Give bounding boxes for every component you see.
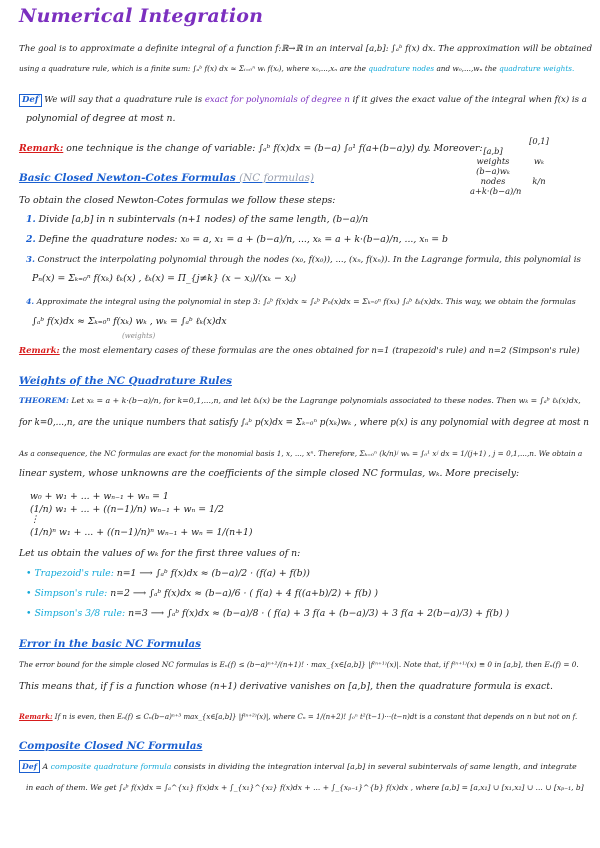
section-heading-composite: Composite Closed NC Formulas <box>19 740 203 752</box>
step-2: 2. Define the quadrature nodes: x₀ = a, x₁ = a + (b−a)/n, ..., xₖ = a + k·(b−a)/n, ..., xₙ = b <box>26 234 448 245</box>
composite-term: composite quadrature formula <box>50 762 172 771</box>
trapezoid-rule: • Trapezoid's rule: n=1 ⟶ ∫ₐᵇ f(x)dx ≈ (b−a)/2 · (f(a) + f(b)) <box>26 568 310 579</box>
step-3: 3. Construct the interpolating polynomial through the nodes (x₀, f(x₀)), ..., (xₙ, f(xₙ)). In the Lagrange formula, this polynomial is <box>26 255 581 265</box>
definition-composite: Def A composite quadrature formula consists in dividing the integration interval [a,b] in several subintervals of same length, and integrate <box>19 760 577 773</box>
exact-term: exact for polynomials of degree n <box>204 95 350 105</box>
theorem-line-2: for k=0,...,n, are the unique numbers that satisfy ∫ₐᵇ p(x)dx = Σₖ₌₀ⁿ p(xₖ)wₖ , where p(x) is any polynomial with degree at most n <box>19 418 589 428</box>
intro-line-1: The goal is to approximate a definite integral of a function f:ℝ→ℝ in an interval [a,b]: ∫ₐᵇ f(x) dx. The approximation will be obtained <box>19 44 593 54</box>
intro-line-2: using a quadrature rule, which is a finite sum: ∫ₐᵇ f(x) dx ≈ Σᵢ₌₀ⁿ wᵢ f(xᵢ), where x₀,...,xₙ are the quadrature nodes and w₀,...,wₙ the quadrature weights. <box>19 64 575 73</box>
theorem-label: THEOREM: <box>19 396 69 405</box>
remark-label: Remark: <box>19 143 64 154</box>
remark-label: Remark: <box>19 346 60 356</box>
section-heading-error: Error in the basic NC Formulas <box>19 638 202 650</box>
lagrange-polynomial: Pₙ(x) = Σₖ₌₀ⁿ f(xₖ) ℓₖ(x) , ℓₖ(x) = Π_{j≠k} (x − xⱼ)/(xₖ − xⱼ) <box>32 273 297 284</box>
step-4: 4. Approximate the integral using the polynomial in step 3: ∫ₐᵇ f(x)dx ≈ ∫ₐᵇ Pₙ(x)dx = Σₖ₌₀ⁿ f(xₖ) ∫ₐᵇ ℓₖ(x)dx. This way, we obtain the formulas <box>26 297 576 306</box>
remark-label: Remark: <box>19 712 53 721</box>
section-heading-weights: Weights of the NC Quadrature Rules <box>19 375 232 387</box>
definition-composite-line-2: in each of them. We get ∫ₐᵇ f(x)dx = ∫ₐ^{x₁} f(x)dx + ∫_{x₁}^{x₂} f(x)dx + ... + ∫_{xₚ₋₁}^{b} f(x)dx , where [a,b] = [a,x₁] ∪ [x₁,x₂] ∪ ... ∪ [xₚ₋₁, b] <box>26 783 584 792</box>
def-badge: Def <box>19 760 40 773</box>
values-intro: Let us obtain the values of wₖ for the first three values of n: <box>19 548 301 559</box>
nc-formula: ∫ₐᵇ f(x)dx ≈ Σₖ₌₀ⁿ f(xₖ) wₖ , wₖ = ∫ₐᵇ ℓₖ(x)dx <box>32 316 227 327</box>
linear-system-row-2: (1/n) w₁ + ... + ((n−1)/n) wₙ₋₁ + wₙ = 1/2 <box>30 504 224 515</box>
steps-intro: To obtain the closed Newton-Cotes formulas we follow these steps: <box>19 195 336 206</box>
theorem-line-1: THEOREM: Let xₖ = a + k·(b−a)/n, for k=0,1,...,n, and let ℓₖ(x) be the Lagrange polynomials associated to these nodes. Then wₖ = ∫ₐᵇ ℓₖ(x)dx, <box>19 396 581 405</box>
quadrature-nodes-term: quadrature nodes <box>368 64 435 73</box>
remark-change-of-variable: Remark: one technique is the change of variable: ∫ₐᵇ f(x)dx = (b−a) ∫₀¹ f(a+(b−a)y) dy. Moreover: <box>19 143 483 154</box>
remark-elementary-cases: Remark: the most elementary cases of these formulas are the ones obtained for n=1 (trapezoid's rule) and n=2 (Simpson's rule) <box>19 346 580 356</box>
weights-note: (weights) <box>122 332 156 340</box>
quadrature-weights-term: quadrature weights. <box>499 64 575 73</box>
section-heading-newton-cotes: Basic Closed Newton-Cotes Formulas (NC formulas) <box>19 172 315 184</box>
consequence-line-1: As a consequence, the NC formulas are exact for the monomial basis 1, x, ..., xⁿ. Therefore, Σₖ₌₀ⁿ (k/n)ʲ wₖ = ∫₀¹ xʲ dx = 1/(j+1) , j = 0,1,...,n. We obtain a <box>19 449 583 458</box>
simpson-3-8-rule: • Simpson's 3/8 rule: n=3 ⟶ ∫ₐᵇ f(x)dx ≈ (b−a)/8 · ( f(a) + 3 f(a + (b−a)/3) + 3 f(a + 2(b−a)/3) + f(b) ) <box>26 608 510 619</box>
def-badge: Def <box>19 94 42 107</box>
simpson-rule: • Simpson's rule: n=2 ⟶ ∫ₐᵇ f(x)dx ≈ (b−a)/6 · ( f(a) + 4 f((a+b)/2) + f(b) ) <box>26 588 379 599</box>
linear-system-row-4: (1/n)ⁿ w₁ + ... + ((n−1)/n)ⁿ wₙ₋₁ + wₙ = 1/(n+1) <box>30 527 253 538</box>
consequence-line-2: linear system, whose unknowns are the coefficients of the simple closed NC formulas, wₖ. More precisely: <box>19 468 520 479</box>
error-bound-line-2: This means that, if f is a function whose (n+1) derivative vanishes on [a,b], then the quadrature formula is exact. <box>19 681 553 692</box>
linear-system-row-3: ⋮ <box>30 514 40 525</box>
error-bound-line-1: The error bound for the simple closed NC formulas is Eₙ(f) ≤ (b−a)ⁿ⁺²/(n+1)! · max_{x∈[a,b]} |f⁽ⁿ⁺¹⁾(x)|. Note that, if f⁽ⁿ⁺¹⁾(x) ≡ 0 in [a,b], then Eₙ(f) = 0. <box>19 660 579 669</box>
remark-even-n: Remark: If n is even, then Eₙ(f) ≤ Cₙ(b−a)ⁿ⁺³ max_{x∈[a,b]} |f⁽ⁿ⁺²⁾(x)|, where Cₙ = 1/(n+2)! ∫₀ⁿ t²(t−1)···(t−n)dt is a constant that depends on n but not on f. <box>19 712 578 721</box>
page-title: Numerical Integration <box>19 5 264 27</box>
linear-system-row-1: w₀ + w₁ + ... + wₙ₋₁ + wₙ = 1 <box>30 491 169 502</box>
step-1: 1. Divide [a,b] in n subintervals (n+1 nodes) of the same length, (b−a)/n <box>26 214 369 225</box>
weights-nodes-table: [0,1][a,b] weights wₖ(b−a)wₖ nodes k/na+k·(b−a)/n <box>470 136 549 196</box>
definition-exactness-line-2: polynomial of degree at most n. <box>26 113 176 124</box>
definition-exactness: Def We will say that a quadrature rule is exact for polynomials of degree n if it gives the exact value of the integral when f(x) is a <box>19 94 587 107</box>
